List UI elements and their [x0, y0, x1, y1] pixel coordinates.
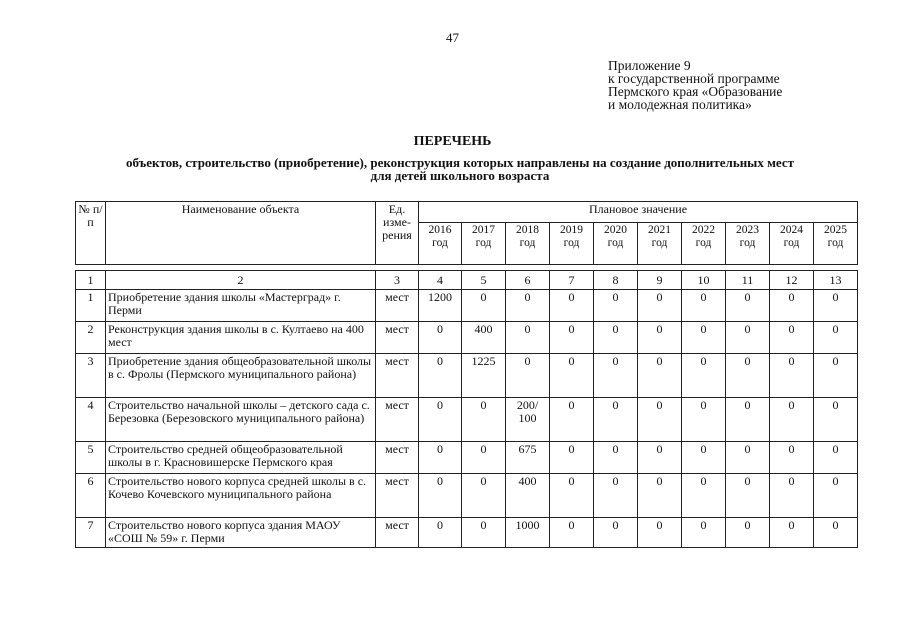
document-subtitle [60, 156, 860, 182]
object-name: Приобретение здания школы «Мастерград» г. Перми [106, 290, 376, 322]
plan-value-cell: 0 [550, 398, 594, 442]
header-year: 2017 год [462, 223, 506, 265]
plan-value-cell: 0 [726, 518, 770, 548]
plan-value-cell: 0 [770, 474, 814, 518]
header-year: 2021 год [638, 223, 682, 265]
plan-value-cell: 0 [682, 474, 726, 518]
plan-value-cell: 0 [506, 322, 550, 354]
header-year: 2024 год [770, 223, 814, 265]
table-row [76, 354, 858, 398]
unit-cell: мест [376, 518, 419, 548]
object-name: Строительство средней общеобразовательной школы в г. Красновишерске Пермского края [106, 442, 376, 474]
row-number: 7 [76, 518, 106, 548]
plan-value-cell: 0 [419, 442, 462, 474]
plan-value-cell: 1225 [462, 354, 506, 398]
column-number: 12 [770, 271, 814, 290]
plan-value-cell: 0 [550, 518, 594, 548]
plan-value-cell: 0 [506, 290, 550, 322]
object-name: Строительство нового корпуса здания МАОУ «СОШ № 59» г. Перми [106, 518, 376, 548]
row-number: 2 [76, 322, 106, 354]
column-number: 10 [682, 271, 726, 290]
column-number: 11 [726, 271, 770, 290]
plan-value-cell: 0 [770, 518, 814, 548]
header-name: Наименование объекта [106, 202, 376, 265]
unit-cell: мест [376, 442, 419, 474]
column-number: 1 [76, 271, 106, 290]
table-row [76, 474, 858, 518]
appendix-line: к государственной программе [608, 71, 780, 86]
unit-cell: мест [376, 290, 419, 322]
plan-value-cell: 0 [638, 354, 682, 398]
column-number: 3 [376, 271, 419, 290]
column-number: 2 [106, 271, 376, 290]
plan-value-cell: 0 [550, 474, 594, 518]
plan-value-cell: 0 [594, 398, 638, 442]
plan-value-cell: 0 [638, 442, 682, 474]
plan-value-cell: 0 [419, 398, 462, 442]
header-plan: Плановое значение [419, 202, 858, 223]
plan-value-cell: 0 [770, 442, 814, 474]
plan-value-cell: 0 [726, 354, 770, 398]
column-number: 4 [419, 271, 462, 290]
plan-value-cell: 1000 [506, 518, 550, 548]
column-number: 7 [550, 271, 594, 290]
header-year: 2022 год [682, 223, 726, 265]
object-name: Приобретение здания общеобразовательной школы в с. Фролы (Пермского муниципального района) [106, 354, 376, 398]
plan-value-cell: 675 [506, 442, 550, 474]
plan-value-cell: 0 [550, 322, 594, 354]
row-number: 3 [76, 354, 106, 398]
document-title: ПЕРЕЧЕНЬ [413, 134, 492, 149]
plan-value-cell: 0 [594, 474, 638, 518]
plan-value-cell: 0 [726, 474, 770, 518]
plan-value-cell: 0 [419, 354, 462, 398]
plan-value-cell: 0 [682, 398, 726, 442]
plan-value-cell: 0 [814, 442, 858, 474]
plan-value-cell: 0 [594, 290, 638, 322]
plan-value-cell: 0 [726, 322, 770, 354]
plan-value-cell: 0 [682, 354, 726, 398]
object-name: Строительство начальной школы – детского сада с. Березовка (Березовского муниципального района) [106, 398, 376, 442]
plan-value-cell: 0 [682, 518, 726, 548]
plan-value-cell: 0 [814, 474, 858, 518]
header-year: 2018 год [506, 223, 550, 265]
row-number: 4 [76, 398, 106, 442]
plan-value-cell: 0 [462, 398, 506, 442]
plan-value-cell: 0 [682, 322, 726, 354]
plan-value-cell: 0 [462, 290, 506, 322]
plan-value-cell: 0 [814, 354, 858, 398]
plan-value-cell: 0 [594, 442, 638, 474]
appendix-line: Пермского края «Образование [608, 84, 783, 99]
row-number: 6 [76, 474, 106, 518]
table-row [76, 442, 858, 474]
plan-value-cell: 0 [814, 398, 858, 442]
header-year: 2025 год [814, 223, 858, 265]
plan-value-cell: 0 [594, 354, 638, 398]
header-year: 2023 год [726, 223, 770, 265]
table-row [76, 322, 858, 354]
column-number: 13 [814, 271, 858, 290]
plan-value-cell: 0 [419, 518, 462, 548]
unit-cell: мест [376, 474, 419, 518]
plan-value-cell: 0 [814, 518, 858, 548]
plan-value-cell: 0 [770, 398, 814, 442]
row-number: 1 [76, 290, 106, 322]
plan-value-cell: 0 [814, 322, 858, 354]
unit-cell: мест [376, 398, 419, 442]
plan-value-cell: 0 [682, 290, 726, 322]
table-row [76, 290, 858, 322]
plan-value-cell: 0 [462, 474, 506, 518]
header-year: 2020 год [594, 223, 638, 265]
header-year: 2016 год [419, 223, 462, 265]
plan-value-cell: 0 [550, 290, 594, 322]
row-number: 5 [76, 442, 106, 474]
column-number: 8 [594, 271, 638, 290]
objects-table [75, 201, 858, 548]
page-number: 47 [446, 30, 459, 45]
plan-value-cell: 0 [506, 354, 550, 398]
plan-value-cell: 0 [638, 290, 682, 322]
plan-value-cell: 1200 [419, 290, 462, 322]
plan-value-cell: 0 [594, 322, 638, 354]
subtitle-line: для детей школьного возраста [370, 168, 550, 183]
object-name: Строительство нового корпуса средней школы в с. Кочево Кочевского муниципального района [106, 474, 376, 518]
plan-value-cell: 0 [682, 442, 726, 474]
plan-value-cell: 0 [770, 322, 814, 354]
subtitle-line: объектов, строительство (приобретение), реконструкция которых направлены на создание дополнительных мест [125, 155, 795, 170]
plan-value-cell: 0 [638, 518, 682, 548]
plan-value-cell: 0 [638, 398, 682, 442]
plan-value-cell: 0 [594, 518, 638, 548]
appendix-line: и молодежная политика» [608, 97, 752, 112]
plan-value-cell: 0 [462, 518, 506, 548]
plan-value-cell: 0 [770, 290, 814, 322]
column-number: 5 [462, 271, 506, 290]
unit-cell: мест [376, 354, 419, 398]
table-row [76, 398, 858, 442]
plan-value-cell: 0 [638, 322, 682, 354]
plan-value-cell: 0 [726, 398, 770, 442]
plan-value-cell: 0 [419, 474, 462, 518]
column-number: 6 [506, 271, 550, 290]
plan-value-cell: 200/ 100 [506, 398, 550, 442]
object-name: Реконструкция здания школы в с. Култаево на 400 мест [106, 322, 376, 354]
plan-value-cell: 0 [814, 290, 858, 322]
plan-value-cell: 0 [770, 354, 814, 398]
header-num: № п/п [76, 202, 106, 265]
appendix-note [608, 59, 782, 111]
unit-cell: мест [376, 322, 419, 354]
plan-value-cell: 0 [550, 354, 594, 398]
plan-value-cell: 400 [506, 474, 550, 518]
plan-value-cell: 0 [419, 322, 462, 354]
plan-value-cell: 0 [462, 442, 506, 474]
plan-value-cell: 0 [550, 442, 594, 474]
plan-value-cell: 0 [638, 474, 682, 518]
header-unit: Ед. изме- рения [376, 202, 419, 265]
plan-value-cell: 0 [726, 290, 770, 322]
plan-value-cell: 0 [726, 442, 770, 474]
header-year: 2019 год [550, 223, 594, 265]
column-number: 9 [638, 271, 682, 290]
plan-value-cell: 400 [462, 322, 506, 354]
appendix-line: Приложение 9 [608, 58, 691, 73]
table-row [76, 518, 858, 548]
